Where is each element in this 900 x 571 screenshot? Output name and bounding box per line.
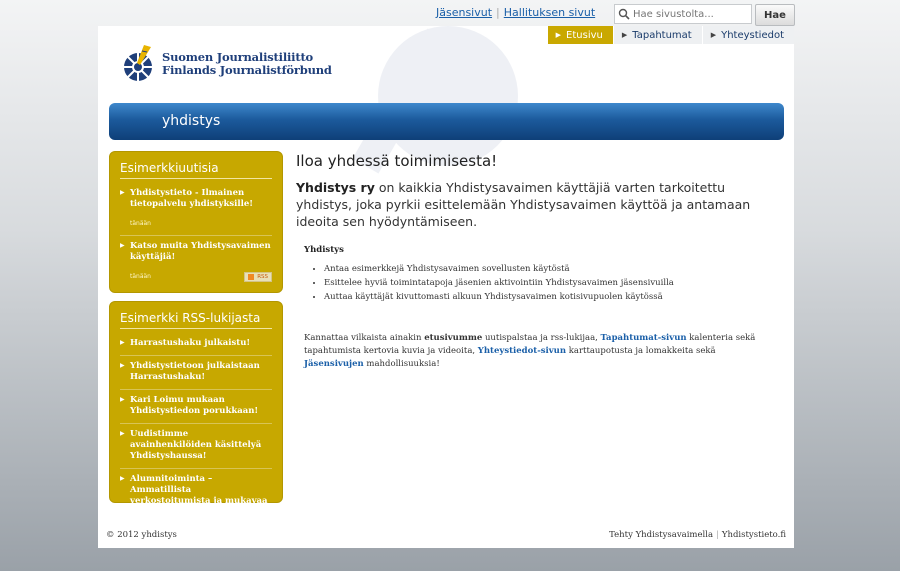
copyright: © 2012 yhdistys bbox=[106, 530, 177, 540]
info-paragraph bbox=[304, 332, 774, 371]
rss-item bbox=[120, 390, 272, 424]
para-text: Kannattaa vilkaista ainakin bbox=[304, 333, 425, 343]
rss-link[interactable]: Kari Loimu mukaan Yhdistystiedon porukkaan! bbox=[130, 395, 259, 416]
separator: | bbox=[716, 530, 719, 540]
para-text: kalenteria sekä tapahtumista kertovia kuvia ja videoita, bbox=[304, 333, 756, 356]
rss-link[interactable]: Harrastushaku julkaistu! bbox=[130, 338, 251, 348]
feature-item: • Antaa esimerkkejä Yhdistysavaimen sovellusten käytöstä bbox=[324, 262, 674, 276]
feature-item: • Auttaa käyttäjät kivuttomasti alkuun Yhdistysavaimen kotisivupuolen käytössä bbox=[324, 290, 674, 304]
bullet-icon: ▶ bbox=[120, 339, 125, 346]
events-page-link[interactable]: Tapahtumat-sivun bbox=[600, 333, 687, 343]
banner-title: yhdistys bbox=[162, 113, 221, 129]
rss-item bbox=[120, 424, 272, 469]
rss-reader-box bbox=[109, 301, 283, 517]
bullet-icon: ▶ bbox=[120, 396, 125, 403]
footer-credits bbox=[609, 530, 786, 540]
feature-item: • Esittelee hyviä toimintatapoja jäsenien aktivointiin Yhdistysavaimen jäsensivuilla bbox=[324, 276, 674, 290]
rss-list bbox=[120, 333, 272, 524]
tab-tapahtumat[interactable] bbox=[614, 26, 702, 44]
search-box bbox=[614, 4, 752, 24]
rss-link[interactable]: Alumnitoiminta – Ammatillista verkostoitumista ja mukavaa yhdessäoloa bbox=[130, 474, 268, 517]
contact-page-link[interactable]: Yhteystiedot-sivun bbox=[477, 346, 567, 356]
board-link[interactable]: Hallituksen sivut bbox=[503, 6, 596, 19]
para-text: uutispalstaa ja rss-lukijaa, bbox=[482, 333, 601, 343]
footer bbox=[98, 524, 794, 548]
subheading: Yhdistys bbox=[304, 245, 344, 255]
rss-item bbox=[120, 333, 272, 356]
logo-line-2: Finlands Journalistförbund bbox=[162, 63, 332, 77]
news-date: tänään bbox=[130, 273, 151, 280]
news-box bbox=[109, 151, 283, 293]
para-text: karttaupotusta ja lomakkeita sekä bbox=[566, 346, 716, 356]
separator: | bbox=[496, 6, 500, 19]
news-link[interactable]: Yhdistystieto - Ilmainen tietopalvelu yhdistyksille! bbox=[130, 188, 253, 209]
rss-link[interactable]: Uudistimme avainhenkilöiden käsittelyä Yhdistyshaussa! bbox=[130, 429, 262, 461]
tab-etusivu[interactable] bbox=[548, 26, 613, 44]
logo-emblem-icon bbox=[120, 43, 156, 85]
search-icon bbox=[615, 5, 633, 23]
logo-line-1: Suomen Journalistiliitto bbox=[162, 50, 314, 64]
para-text: mahdollisuuksia! bbox=[363, 359, 440, 369]
para-bold: etusivumme bbox=[424, 333, 483, 343]
rss-button[interactable] bbox=[244, 272, 272, 282]
page-title: Iloa yhdessä toimimisesta! bbox=[296, 152, 498, 170]
search-input[interactable] bbox=[633, 9, 743, 20]
bullet-icon: ▶ bbox=[120, 475, 125, 482]
rss-item bbox=[120, 356, 272, 390]
tab-label: Etusivu bbox=[566, 29, 603, 41]
tab-label: Tapahtumat bbox=[632, 29, 692, 41]
top-links bbox=[436, 6, 595, 19]
site-logo[interactable] bbox=[120, 43, 332, 85]
bullet-icon: ▶ bbox=[120, 362, 125, 369]
feature-list bbox=[304, 262, 674, 304]
header-banner bbox=[109, 103, 784, 140]
lead-paragraph bbox=[296, 179, 774, 230]
search-button[interactable]: Hae bbox=[755, 4, 795, 26]
page-container bbox=[98, 26, 794, 548]
lead-bold: Yhdistys ry bbox=[296, 180, 375, 195]
arrow-right-icon: ▶ bbox=[555, 31, 562, 39]
made-with-link[interactable]: Tehty Yhdistysavaimella bbox=[609, 530, 714, 540]
bullet-icon: ▶ bbox=[120, 430, 125, 437]
news-link[interactable]: Katso muita Yhdistysavaimen käyttäjiä! bbox=[130, 241, 271, 262]
rss-reader-title: Esimerkki RSS-lukijasta bbox=[120, 311, 272, 329]
news-box-title: Esimerkkiuutisia bbox=[120, 161, 272, 179]
tab-label: Yhteystiedot bbox=[721, 29, 784, 41]
members-link[interactable]: Jäsensivut bbox=[436, 6, 493, 19]
lead-text: on kaikkia Yhdistysavaimen käyttäjiä varten tarkoitettu yhdistys, joka pyrkii esittelemään Yhdistysavaimen käyttöä ja antamaan ideoita sen hyödyntämiseen. bbox=[296, 180, 751, 229]
rss-item bbox=[120, 469, 272, 524]
arrow-right-icon: ▶ bbox=[710, 31, 717, 39]
site-link[interactable]: Yhdistystieto.fi bbox=[721, 530, 786, 540]
news-date: tänään bbox=[130, 220, 151, 227]
main-nav bbox=[547, 26, 794, 44]
rss-link[interactable]: Yhdistystietoon julkaistaan Harrastushaku! bbox=[130, 361, 260, 382]
arrow-right-icon: ▶ bbox=[621, 31, 628, 39]
rss-label: RSS bbox=[257, 274, 268, 280]
members-page-link[interactable]: Jäsensivujen bbox=[304, 359, 364, 369]
rss-icon bbox=[248, 274, 254, 280]
bullet-icon: ▶ bbox=[120, 189, 125, 196]
news-item bbox=[120, 183, 272, 236]
tab-yhteystiedot[interactable] bbox=[703, 26, 794, 44]
bullet-icon: ▶ bbox=[120, 242, 125, 249]
logo-text bbox=[162, 51, 332, 77]
